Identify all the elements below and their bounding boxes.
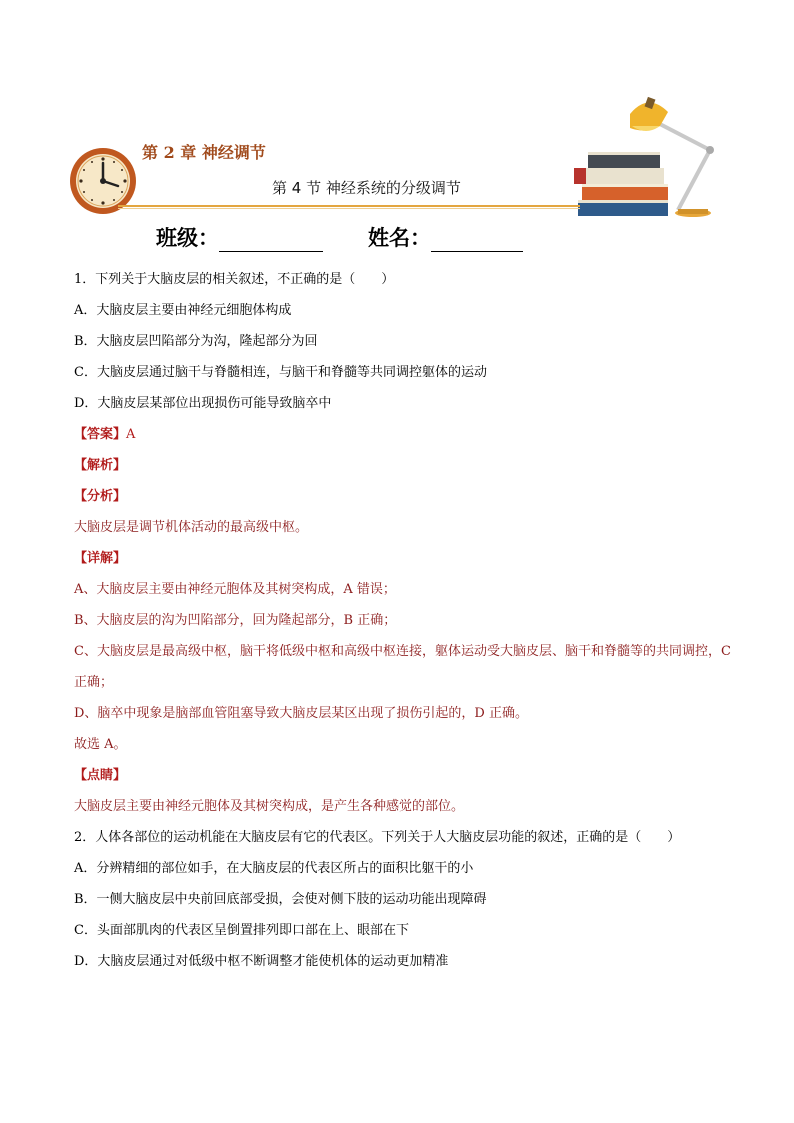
class-field[interactable] (156, 222, 323, 252)
q2-option-b: B．一侧大脑皮层中央前回底部受损，会使对侧下肢的运动功能出现障碍 (74, 892, 487, 907)
section-title: 第 4 节 神经系统的分级调节 (272, 179, 461, 197)
chapter-title: 第 2 章 神经调节 (142, 143, 266, 162)
detail-c: C、大脑皮层是最高级中枢，脑干将低级中枢和高级中枢连接，躯体运动受大脑皮层、脑干和脊髓等的共同调控，C 正确； (74, 644, 731, 690)
fenxi-text: 大脑皮层是调节机体活动的最高级中枢。 (74, 520, 309, 535)
q1-option-c: C．大脑皮层通过脑干与脊髓相连，与脑干和脊髓等共同调控躯体的运动 (74, 365, 487, 380)
dianjing-tag: 【点睛】 (74, 768, 127, 783)
conclusion: 故选 A。 (74, 737, 127, 752)
q2-option-a: A．分辨精细的部位如手，在大脑皮层的代表区所占的面积比躯干的小 (74, 861, 474, 876)
page-header (0, 0, 794, 260)
header-divider (118, 205, 580, 207)
class-label: 班级： (156, 225, 219, 250)
q1-option-a: A．大脑皮层主要由神经元细胞体构成 (74, 303, 292, 318)
q1-stem: 1．下列关于大脑皮层的相关叙述，不正确的是（ ） (74, 272, 395, 287)
question-content (74, 264, 734, 977)
dianjing-text: 大脑皮层主要由神经元胞体及其树突构成，是产生各种感觉的部位。 (74, 799, 465, 814)
q2-option-d: D．大脑皮层通过对低级中枢不断调整才能使机体的运动更加精准 (74, 954, 449, 969)
q1-option-b: B．大脑皮层凹陷部分为沟，隆起部分为回 (74, 334, 318, 349)
fenxi-tag: 【分析】 (74, 489, 127, 504)
detail-d: D、脑卒中现象是脑部血管阻塞导致大脑皮层某区出现了损伤引起的，D 正确。 (74, 706, 528, 721)
name-blank[interactable] (431, 227, 523, 252)
name-field[interactable] (368, 222, 523, 252)
class-blank[interactable] (219, 227, 323, 252)
q2-option-c: C．头面部肌肉的代表区呈倒置排列即口部在上、眼部在下 (74, 923, 409, 938)
answer-tag: 【答案】 (74, 427, 127, 442)
analysis-tag: 【解析】 (74, 458, 127, 473)
q1-answer-line (74, 419, 734, 450)
header-divider-thin (118, 208, 580, 209)
detail-b: B、大脑皮层的沟为凹陷部分，回为隆起部分，B 正确； (74, 613, 397, 628)
detail-a: A、大脑皮层主要由神经元胞体及其树突构成，A 错误； (74, 582, 396, 597)
q1-option-d: D．大脑皮层某部位出现损伤可能导致脑卒中 (74, 396, 332, 411)
answer-value: A (126, 427, 136, 442)
q2-stem: 2．人体各部位的运动机能在大脑皮层有它的代表区。下列关于人大脑皮层功能的叙述，正确的是（ ） (74, 830, 681, 845)
lamp-and-books-icon (568, 92, 718, 222)
name-label: 姓名： (368, 225, 431, 250)
detail-tag: 【详解】 (74, 551, 127, 566)
